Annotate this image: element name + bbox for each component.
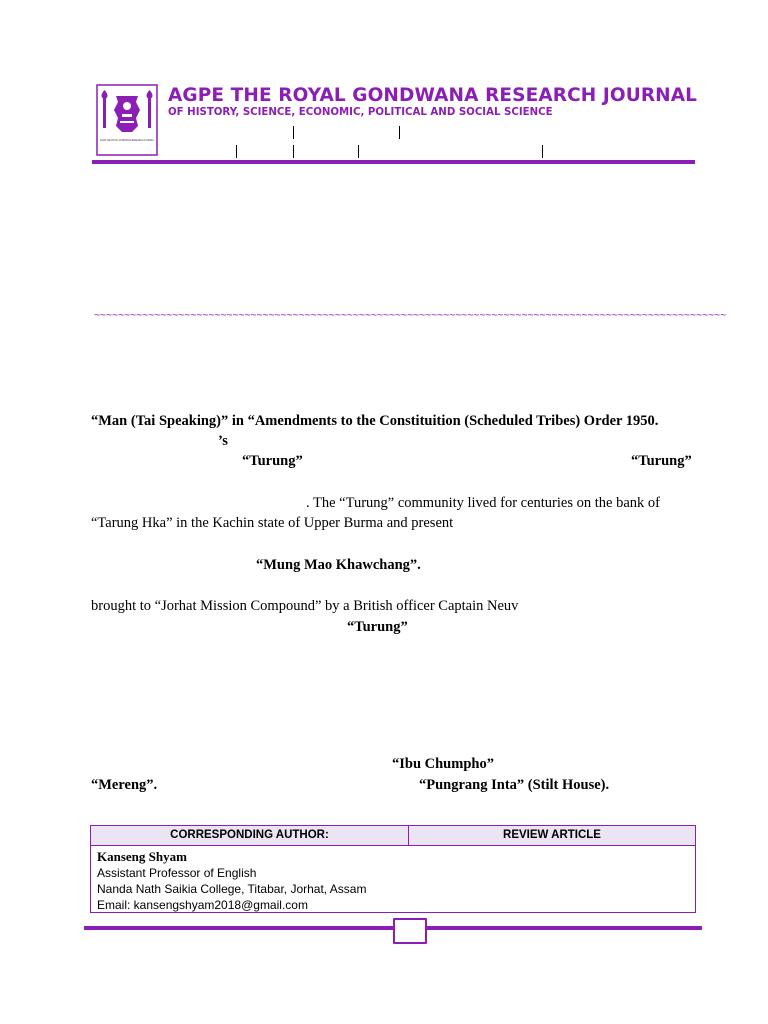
text-line: brought to “Jorhat Mission Compound” by a British officer Captain Neuv: [91, 598, 519, 614]
separator: [293, 126, 294, 139]
corresponding-author-label: CORRESPONDING AUTHOR:: [91, 826, 409, 845]
text-line: “Turung”: [347, 619, 408, 635]
author-table-header: [91, 826, 695, 846]
author-info-table: [90, 825, 696, 913]
header-rule: [92, 160, 695, 164]
logo-text: AGPE THE ROYAL GONDWANA RESEARCH JOURNAL: [100, 138, 155, 142]
tilde-divider: ~~~~~~~~~~~~~~~~~~~~~~~~~~~~~~~~~~~~~~~~~~~~~~~~~~~~~~~~~~~~~~~~~~~~~~~~~~~~~~~~~~~~~~~~~~~~~~~~~~~~~~~~~: [94, 310, 727, 321]
author-institution: Nanda Nath Saikia College, Titabar, Jorhat, Assam: [97, 882, 367, 896]
text-line: “Mung Mao Khawchang”.: [256, 557, 421, 573]
journal-title: AGPE THE ROYAL GONDWANA RESEARCH JOURNAL: [168, 85, 698, 106]
author-position: Assistant Professor of English: [97, 866, 257, 880]
page-number-box: [393, 918, 427, 944]
separator: [293, 145, 294, 158]
separator: [542, 145, 543, 158]
text-line: ’s: [218, 433, 228, 449]
text-line: “Tarung Hka” in the Kachin state of Upper Burma and present: [91, 515, 454, 531]
text-line: “Pungrang Inta” (Stilt House).: [419, 777, 610, 793]
author-email[interactable]: Email: kansengshyam2018@gmail.com: [97, 898, 308, 912]
author-name: Kanseng Shyam: [97, 849, 187, 864]
text-line: . The “Turung” community lived for centuries on the bank of: [306, 495, 660, 511]
journal-subtitle: OF HISTORY, SCIENCE, ECONOMIC, POLITICAL AND SOCIAL SCIENCE: [168, 107, 553, 118]
text-line: “Man (Tai Speaking)” in “Amendments to the Constituition (Scheduled Tribes) Order 1950.: [91, 413, 659, 429]
text-line: “Turung”: [631, 453, 692, 469]
text-line: “Mereng”.: [91, 777, 158, 793]
text-line: “Turung”: [242, 453, 303, 469]
separator: [236, 145, 237, 158]
separator: [358, 145, 359, 158]
text-line: “Ibu Chumpho”: [392, 756, 494, 772]
separator: [399, 126, 400, 139]
journal-logo: [96, 84, 158, 156]
author-details: [97, 849, 366, 913]
article-type-label: REVIEW ARTICLE: [503, 829, 601, 841]
